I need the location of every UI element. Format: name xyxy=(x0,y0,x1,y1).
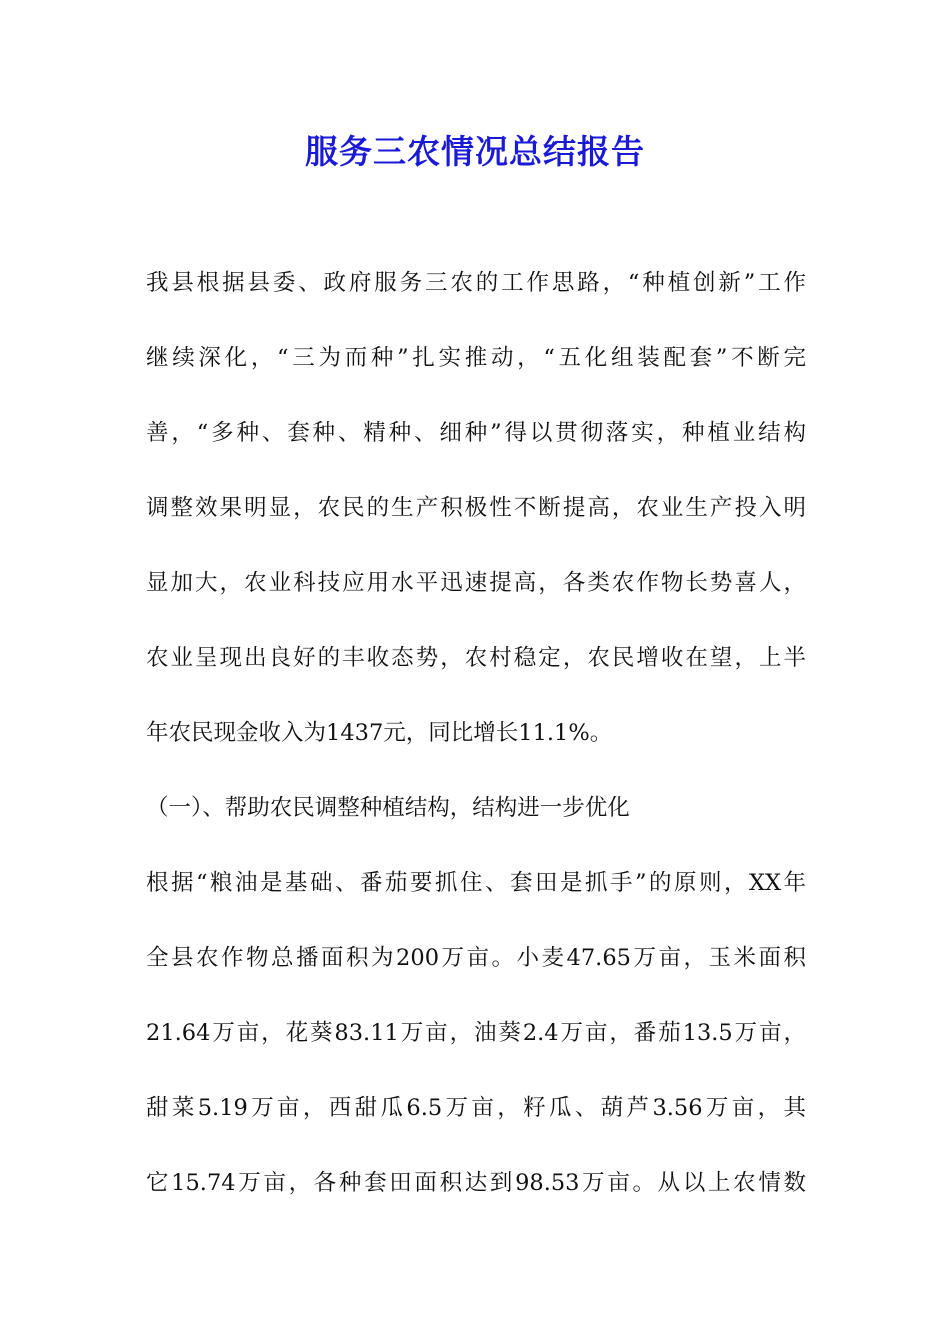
paragraph-2-line: 全县农作物总播面积为200万亩。小麦47.65万亩，玉米面积 xyxy=(146,945,806,971)
paragraph-1-line: 调整效果明显，农民的生产积极性不断提高，农业生产投入明 xyxy=(146,495,806,521)
paragraph-2-line: 甜菜5.19万亩，西甜瓜6.5万亩，籽瓜、葫芦3.56万亩，其 xyxy=(146,1095,806,1121)
paragraph-1-line: 善，“多种、套种、精种、细种”得以贯彻落实，种植业结构 xyxy=(146,420,806,446)
paragraph-1-line: 年农民现金收入为1437元，同比增长11.1%。 xyxy=(146,720,613,746)
paragraph-1-line: 显加大，农业科技应用水平迅速提高，各类农作物长势喜人， xyxy=(146,570,806,596)
paragraph-2-line: 21.64万亩，花葵83.11万亩，油葵2.4万亩，番茄13.5万亩， xyxy=(146,1020,806,1046)
paragraph-1-line: 继续深化，“三为而种”扎实推动，“五化组装配套”不断完 xyxy=(146,345,806,371)
paragraph-1-line: 我县根据县委、政府服务三农的工作思路，“种植创新”工作 xyxy=(146,270,806,296)
document-title: 服务三农情况总结报告 xyxy=(305,132,645,171)
paragraph-2-line: 它15.74万亩，各种套田面积达到98.53万亩。从以上农情数 xyxy=(146,1170,806,1196)
paragraph-2-line: 根据“粮油是基础、番茄要抓住、套田是抓手”的原则，XX年 xyxy=(146,870,806,896)
section-heading: （一）、帮助农民调整种植结构，结构进一步优化 xyxy=(146,795,630,821)
paragraph-1-line: 农业呈现出良好的丰收态势，农村稳定，农民增收在望，上半 xyxy=(146,645,806,671)
